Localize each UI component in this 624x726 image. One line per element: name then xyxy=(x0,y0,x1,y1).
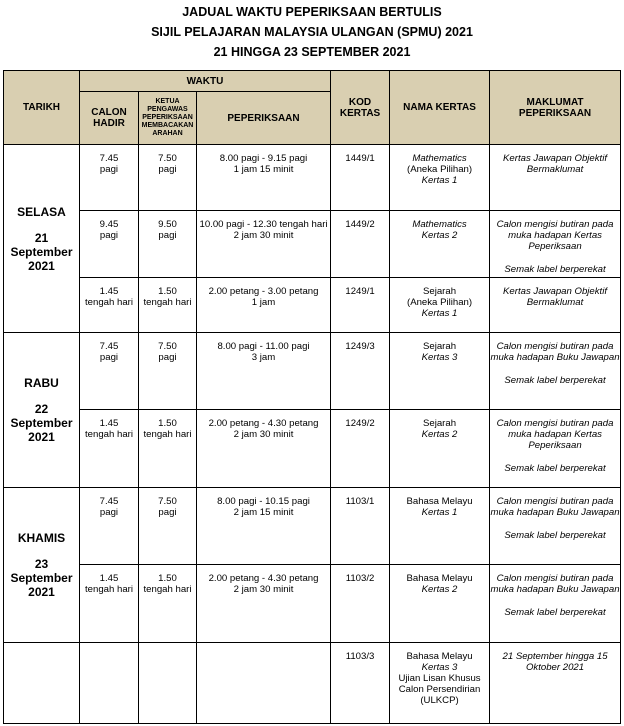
nama-kertas-cell xyxy=(390,278,490,333)
maklumat-cell xyxy=(490,410,621,488)
maklumat-text: Calon mengisi butiran pada muka hadapan Buku Jawapan xyxy=(490,341,620,363)
calon-hadir-text: 7.45 xyxy=(99,153,119,164)
calon-hadir-cell xyxy=(80,488,139,565)
nama-kertas-cell xyxy=(390,145,490,211)
kod-kertas-cell xyxy=(331,211,390,278)
calon-hadir-text: tengah hari xyxy=(84,584,133,595)
kod-kertas-text: 1249/2 xyxy=(345,418,375,429)
nama-kertas-cell xyxy=(390,211,490,278)
peperiksaan-text: 2 jam 15 minit xyxy=(233,507,294,518)
ketua-pengawas-text: 1.50 xyxy=(158,418,177,429)
maklumat-text: Kertas Jawapan Objektif Bermaklumat xyxy=(503,286,608,308)
ketua-pengawas-text: 1.50 xyxy=(158,286,177,297)
kod-kertas-cell xyxy=(331,333,390,410)
maklumat-text: Semak label berperekat xyxy=(504,607,606,618)
ketua-pengawas-text: 1.50 xyxy=(158,573,177,584)
maklumat-text: Semak label berperekat xyxy=(504,463,606,474)
nama-kertas-text: Ujian Lisan Khusus xyxy=(398,673,481,684)
nama-kertas-text: Mathematics xyxy=(412,153,467,164)
day-gap xyxy=(4,390,79,402)
maklumat-cell xyxy=(490,643,621,724)
nama-kertas-text: Bahasa Melayu xyxy=(406,651,473,662)
nama-kertas-text: Kertas 3 xyxy=(421,352,458,363)
kod-kertas-text: 1103/1 xyxy=(345,496,375,507)
calon-hadir-text: tengah hari xyxy=(84,429,133,440)
nama-kertas-cell xyxy=(390,410,490,488)
peperiksaan-text: 3 jam xyxy=(251,352,276,363)
ketua-pengawas-cell xyxy=(139,333,197,410)
maklumat-text: Calon mengisi butiran pada muka hadapan Kertas Peperiksaan xyxy=(496,418,614,451)
day-date: 21 September 2021 xyxy=(10,230,73,273)
kod-kertas-cell xyxy=(331,410,390,488)
maklumat-text: Calon mengisi butiran pada muka hadapan Buku Jawapan xyxy=(490,573,620,595)
nama-kertas-text: Kertas 2 xyxy=(421,429,458,440)
calon-hadir-text: 1.45 xyxy=(99,573,119,584)
nama-kertas-text: Sejarah xyxy=(422,341,457,352)
peperiksaan-text: 2 jam 30 minit xyxy=(233,429,294,440)
ketua-pengawas-cell xyxy=(139,145,197,211)
kod-kertas-text: 1249/3 xyxy=(345,341,375,352)
nama-kertas-text: Kertas 1 xyxy=(421,507,458,518)
title-line-1: JADUAL WAKTU PEPERIKSAAN BERTULIS xyxy=(182,5,442,19)
table-row xyxy=(4,565,621,643)
calon-hadir-cell xyxy=(80,278,139,333)
ketua-pengawas-cell xyxy=(139,278,197,333)
ketua-pengawas-cell xyxy=(139,643,197,724)
peperiksaan-cell xyxy=(197,410,331,488)
peperiksaan-text: 2.00 petang - 4.30 petang xyxy=(208,573,319,584)
nama-kertas-cell xyxy=(390,643,490,724)
day-cell xyxy=(4,643,80,724)
nama-kertas-cell xyxy=(390,565,490,643)
peperiksaan-text: 2 jam 30 minit xyxy=(233,584,294,595)
header-calon-hadir: CALON HADIR xyxy=(80,92,139,145)
nama-kertas-text: Kertas 1 xyxy=(421,308,458,319)
calon-hadir-text: tengah hari xyxy=(84,297,133,308)
peperiksaan-text: 8.00 pagi - 9.15 pagi xyxy=(219,153,308,164)
table-row xyxy=(4,211,621,278)
header-tarikh: TARIKH xyxy=(4,71,80,145)
calon-hadir-text: pagi xyxy=(99,164,119,175)
peperiksaan-cell xyxy=(197,211,331,278)
ketua-pengawas-text: pagi xyxy=(158,352,177,363)
day-name: SELASA xyxy=(17,204,66,219)
calon-hadir-cell xyxy=(80,145,139,211)
ketua-pengawas-text: pagi xyxy=(158,230,177,241)
day-cell xyxy=(4,333,80,488)
timetable-body xyxy=(4,145,621,724)
header-maklumat: MAKLUMAT PEPERIKSAAN xyxy=(490,71,621,145)
maklumat-cell xyxy=(490,278,621,333)
kod-kertas-cell xyxy=(331,643,390,724)
maklumat-text: Semak label berperekat xyxy=(504,530,606,541)
peperiksaan-text: 2 jam 30 minit xyxy=(233,230,294,241)
title-line-3: 21 HINGGA 23 SEPTEMBER 2021 xyxy=(213,45,411,59)
table-row xyxy=(4,410,621,488)
info-gap xyxy=(490,518,620,530)
nama-kertas-cell xyxy=(390,488,490,565)
calon-hadir-cell xyxy=(80,333,139,410)
calon-hadir-text: 1.45 xyxy=(99,286,119,297)
day-date: 22 September 2021 xyxy=(10,402,73,444)
header-waktu: WAKTU xyxy=(80,71,331,92)
nama-kertas-text: Bahasa Melayu xyxy=(406,496,473,507)
info-gap xyxy=(490,451,620,463)
nama-kertas-text: Sejarah xyxy=(422,418,457,429)
calon-hadir-text: pagi xyxy=(99,507,119,518)
table-row xyxy=(4,333,621,410)
maklumat-cell xyxy=(490,211,621,278)
nama-kertas-text: (ULKCP) xyxy=(420,695,459,706)
maklumat-cell xyxy=(490,488,621,565)
calon-hadir-cell xyxy=(80,643,139,724)
nama-kertas-text: Kertas 2 xyxy=(421,230,458,241)
kod-kertas-cell xyxy=(331,488,390,565)
ketua-pengawas-text: pagi xyxy=(158,164,177,175)
nama-kertas-text: Mathematics xyxy=(412,219,467,230)
ketua-pengawas-text: 9.50 xyxy=(158,219,177,230)
kod-kertas-cell xyxy=(331,278,390,333)
info-gap xyxy=(490,252,620,264)
kod-kertas-text: 1249/1 xyxy=(345,286,375,297)
table-row xyxy=(4,643,621,724)
header-kod-kertas: KOD KERTAS xyxy=(331,71,390,145)
title-line-2: SIJIL PELAJARAN MALAYSIA ULANGAN (SPMU) 2021 xyxy=(151,25,473,39)
peperiksaan-cell xyxy=(197,565,331,643)
ketua-pengawas-text: 7.50 xyxy=(158,153,177,164)
nama-kertas-text: (Aneka Pilihan) xyxy=(407,297,473,308)
peperiksaan-text: 8.00 pagi - 11.00 pagi xyxy=(217,341,310,352)
header-nama-kertas: NAMA KERTAS xyxy=(390,71,490,145)
maklumat-text: Calon mengisi butiran pada muka hadapan Kertas Peperiksaan xyxy=(496,219,614,252)
ketua-pengawas-cell xyxy=(139,488,197,565)
peperiksaan-text: 1 jam 15 minit xyxy=(233,164,294,175)
ketua-pengawas-cell xyxy=(139,211,197,278)
ketua-pengawas-text: pagi xyxy=(158,507,177,518)
header-peperiksaan: PEPERIKSAAN xyxy=(197,92,331,145)
peperiksaan-text: 1 jam xyxy=(251,297,276,308)
day-name: KHAMIS xyxy=(17,531,66,545)
kod-kertas-text: 1103/3 xyxy=(345,651,375,662)
kod-kertas-cell xyxy=(331,565,390,643)
calon-hadir-cell xyxy=(80,211,139,278)
calon-hadir-text: pagi xyxy=(99,352,119,363)
day-cell xyxy=(4,488,80,643)
peperiksaan-text: 2.00 petang - 4.30 petang xyxy=(208,418,319,429)
peperiksaan-text: 2.00 petang - 3.00 petang xyxy=(208,286,319,297)
maklumat-text: Semak label berperekat xyxy=(504,264,606,275)
day-name: RABU xyxy=(24,376,59,390)
nama-kertas-text: Sejarah xyxy=(422,286,457,297)
ketua-pengawas-cell xyxy=(139,565,197,643)
kod-kertas-cell xyxy=(331,145,390,211)
peperiksaan-cell xyxy=(197,643,331,724)
peperiksaan-text: 8.00 pagi - 10.15 pagi xyxy=(217,496,310,507)
nama-kertas-text: (Aneka Pilihan) xyxy=(407,164,473,175)
maklumat-text: Semak label berperekat xyxy=(504,375,606,386)
document-title xyxy=(0,0,624,62)
maklumat-cell xyxy=(490,145,621,211)
kod-kertas-text: 1103/2 xyxy=(345,573,375,584)
peperiksaan-cell xyxy=(197,145,331,211)
table-row xyxy=(4,145,621,211)
kod-kertas-text: 1449/1 xyxy=(345,153,375,164)
ketua-pengawas-text: tengah hari xyxy=(143,297,192,308)
nama-kertas-text: Kertas 3 xyxy=(421,662,458,673)
ketua-pengawas-text: tengah hari xyxy=(143,584,192,595)
ketua-pengawas-text: 7.50 xyxy=(158,496,177,507)
calon-hadir-text: 1.45 xyxy=(99,418,119,429)
calon-hadir-text: pagi xyxy=(99,230,119,241)
peperiksaan-text: 10.00 pagi - 12.30 tengah hari xyxy=(199,219,328,230)
maklumat-text: Kertas Jawapan Objektif Bermaklumat xyxy=(503,153,608,175)
table-row xyxy=(4,488,621,565)
day-gap xyxy=(4,545,79,557)
calon-hadir-text: 7.45 xyxy=(99,496,119,507)
calon-hadir-text: 7.45 xyxy=(99,341,119,352)
day-gap xyxy=(4,219,79,231)
info-gap xyxy=(490,363,620,375)
maklumat-cell xyxy=(490,565,621,643)
peperiksaan-cell xyxy=(197,278,331,333)
day-cell xyxy=(4,145,80,333)
exam-timetable xyxy=(3,70,621,724)
nama-kertas-text: Kertas 1 xyxy=(421,175,458,186)
nama-kertas-cell xyxy=(390,333,490,410)
table-row xyxy=(4,278,621,333)
nama-kertas-text: Kertas 2 xyxy=(421,584,458,595)
calon-hadir-cell xyxy=(80,565,139,643)
day-date: 23 September 2021 xyxy=(10,557,73,599)
maklumat-text: 21 September hingga 15 Oktober 2021 xyxy=(502,651,608,673)
kod-kertas-text: 1449/2 xyxy=(345,219,375,230)
ketua-pengawas-cell xyxy=(139,410,197,488)
peperiksaan-cell xyxy=(197,333,331,410)
maklumat-cell xyxy=(490,333,621,410)
maklumat-text: Calon mengisi butiran pada muka hadapan Buku Jawapan xyxy=(490,496,620,518)
header-ketua-pengawas: KETUA PENGAWAS PEPERIKSAAN MEMBACAKAN ARAHAN xyxy=(139,92,197,145)
calon-hadir-text: 9.45 xyxy=(99,219,119,230)
ketua-pengawas-text: 7.50 xyxy=(158,341,177,352)
ketua-pengawas-text: tengah hari xyxy=(143,429,192,440)
nama-kertas-text: Calon Persendirian xyxy=(398,684,481,695)
peperiksaan-cell xyxy=(197,488,331,565)
nama-kertas-text: Bahasa Melayu xyxy=(406,573,473,584)
info-gap xyxy=(490,595,620,607)
calon-hadir-cell xyxy=(80,410,139,488)
